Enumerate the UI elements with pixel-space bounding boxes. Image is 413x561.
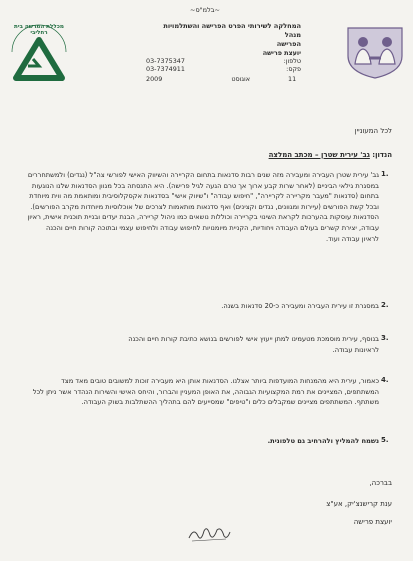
item-number: 1. [381, 170, 389, 178]
item-text: נשמח להמליץ ולהרחיב גם טלפונית. [267, 437, 379, 445]
phone-number: 03-7375347 [146, 57, 185, 65]
header-section: הפרישה [276, 40, 301, 48]
classification-mark: ~בלמ"ס~ [190, 6, 220, 14]
item-text: במסגרת זו עירית העבירה ומעבירה כ-20 סדנאות בשנה. [221, 302, 379, 310]
closing-blessing: בברכה, [369, 479, 392, 487]
subject-text: גב' עירית שטרן – מכתב המלצה [268, 151, 370, 159]
fax-label: פקס: [286, 65, 301, 73]
item-number: 5. [381, 436, 389, 444]
item-text: בנוסף, עירית מוסמכת מטעמינו למתן ייעוץ אישי לפורשים בנושא כתיבת קורות חיים והכנה לראיונות עבודה. [128, 335, 379, 354]
subject-label: הנדון: [372, 151, 392, 159]
shield-people-icon [342, 24, 408, 80]
header-department: המחלקה לשירותי הפרט הפרישה והשתלמויות [163, 22, 301, 30]
logo-arc-text: מכללת המרשה בית רחליבי [14, 24, 64, 36]
fax-number: 03-7374911 [146, 65, 185, 73]
signer-title: יועצת פרישה [353, 518, 392, 526]
phone-label: טלפון: [283, 57, 301, 65]
signature-scribble-icon [186, 522, 232, 544]
item-text: גב' עירית שטרן העבירה ומעבירה מזה שנים רבות סדנאות בתחום הקריירה והשיווק האישי לפורשי צה"ל (נגדים) ולמשתחררים במסגרת גילאי הביניים (לאחר שרות קבע ארוך אך טרם הגעה לגיל פרישה). היא התנסתה בכל מגוון הסדנאות שלנו הנוגעות בתחום (סדנאות "מעבר מקריירה לקריירה", "חיפוש עבודה" ו"שיווק אישי" בסדנאות אקסקלוסיבית ומותאמת מה ווית מיוחדת ובכל קשת הפורשים (עיירות ומגוונים, נגדים וקצינים) ואף סדנאות מותאמות לצרכים של אוכלוסיות מיוחדות מקרב הפורשים). הסדנאות עוסקות בהערכות לקראת השינוי בקריירה וכוללות נושאים כמו ניהול קריירה, הבנת יעדים ובניית תוכנית אישית, ראיון עבודה, יצירת קשרים בעולם העבודה ויחודיות, הקניית מיומנויות לחיפוש עבודה ולחיפוש עצמי ובתוכה קורות חיים והכנה לראיון עבודה ועוד. [27, 171, 379, 243]
header-role: יועצת פרישה [262, 49, 301, 57]
item-number: 3. [381, 334, 389, 342]
header-division: מנהל [284, 31, 301, 39]
addressee: לכל המעוניין [354, 127, 392, 135]
date-day: 11 [288, 75, 297, 83]
personnel-directorate-logo [342, 24, 408, 80]
item-text: כאמור, עירית היא מהמנחות המועדפות ביותר אצלנו. הסדנאות אותן היא מעבירה זוכות למשובים טובים מאד מצד המשתתפים, המציינים את רמת המקצועיות הגבוהה, את האופן המעניין והברור, והיחס האישי והשירות הנהדר אשר ניתן לכל משתתף. המשתתפים מציינים שמקבלים כלים ו"טיפים" שמסייעים להם בתהליך ההשתלבות בשוק העבודה. [32, 377, 379, 407]
signer-name: ענת קרישנצ'יק, אע"צ [326, 500, 392, 508]
handwritten-signature [186, 522, 232, 544]
subject-line [150, 151, 392, 159]
item-number: 4. [381, 376, 389, 384]
item-number: 2. [381, 301, 389, 309]
date-month: אוגוסט [231, 75, 250, 83]
date-year: 2009 [146, 75, 163, 83]
